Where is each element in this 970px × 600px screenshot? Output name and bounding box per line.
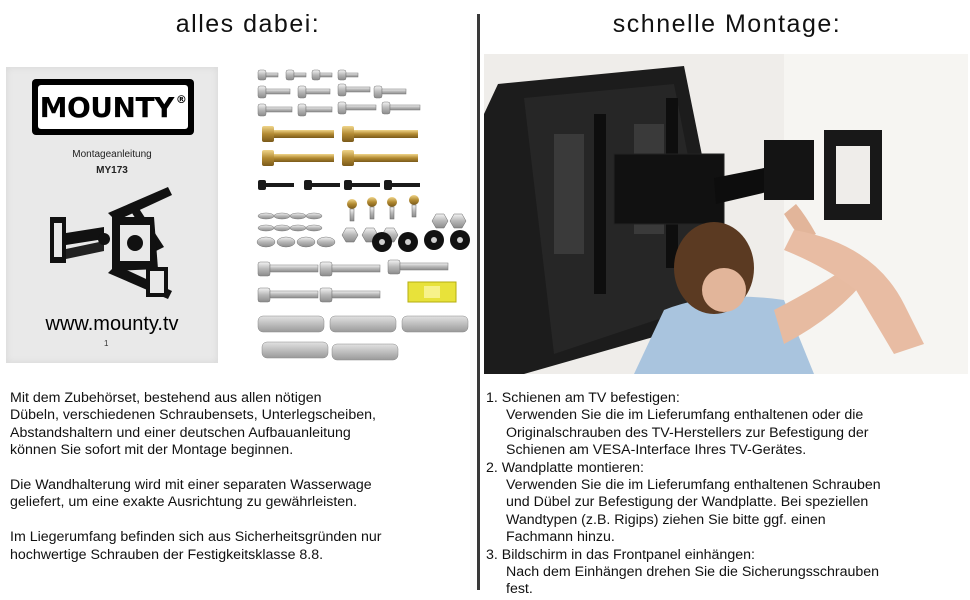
heading-alles-dabei: alles dabei: (175, 10, 321, 38)
heading-schnelle-montage: schnelle Montage: (612, 10, 842, 38)
hardware-kit-image (248, 64, 478, 370)
step-2 (486, 460, 968, 547)
paragraph-level: Die Wandhalterung wird mit einer separaten Wasserwage geliefert, um eine exakte Ausrichtung zu gewährleisten. (10, 477, 372, 511)
step-3 (486, 547, 968, 599)
step-3-body: Nach dem Einhängen drehen Sie die Sicherungsschrauben fest. (506, 564, 880, 598)
step-2-body: Verwenden Sie die im Lieferumfang enthaltenen Schrauben und Dübel zur Befestigung der Wandplatte. Bei speziellen Wandtypen (z.B. Rigips) ziehen Sie bitte ggf. einen Fachmann hinzu. (506, 477, 881, 546)
mounty-logo: MOUNTY ® (32, 79, 194, 135)
manual-url: www.mounty.tv (45, 313, 179, 335)
installation-steps (486, 390, 968, 599)
manual-title: Montageanleitung (72, 149, 152, 160)
wall-mount-drawing-icon (46, 177, 176, 305)
manual-page-mark: 1 (104, 339, 109, 348)
step-1-body: Verwenden Sie die im Lieferumfang enthaltenen oder die Originalschrauben des TV-Herstellers zur Befestigung der Schienen am VESA-Interface Ihres TV-Gerätes. (506, 407, 869, 459)
installation-photo (484, 54, 968, 374)
manual-booklet-image (6, 67, 218, 363)
step-2-title: 2. Wandplatte montieren: (486, 459, 644, 476)
paragraph-screws: Im Liegerumfang befinden sich aus Sicherheitsgründen nur hochwertige Schrauben der Festigkeitsklasse 8.8. (10, 529, 382, 563)
manual-model: MY173 (96, 165, 128, 176)
step-1-title: 1. Schienen am TV befestigen: (486, 390, 680, 406)
step-3-title: 3. Bildschirm in das Frontpanel einhängen: (486, 546, 755, 563)
paragraph-accessories: Mit dem Zubehörset, bestehend aus allen nötigen Dübeln, verschiedenen Schraubensets, Unterlegscheiben, Abstandshaltern und einer deutschen Aufbauanleitung können Sie sofort mit der Montage beginnen. (10, 390, 376, 459)
accessory-description (10, 390, 472, 581)
step-1 (486, 390, 968, 460)
